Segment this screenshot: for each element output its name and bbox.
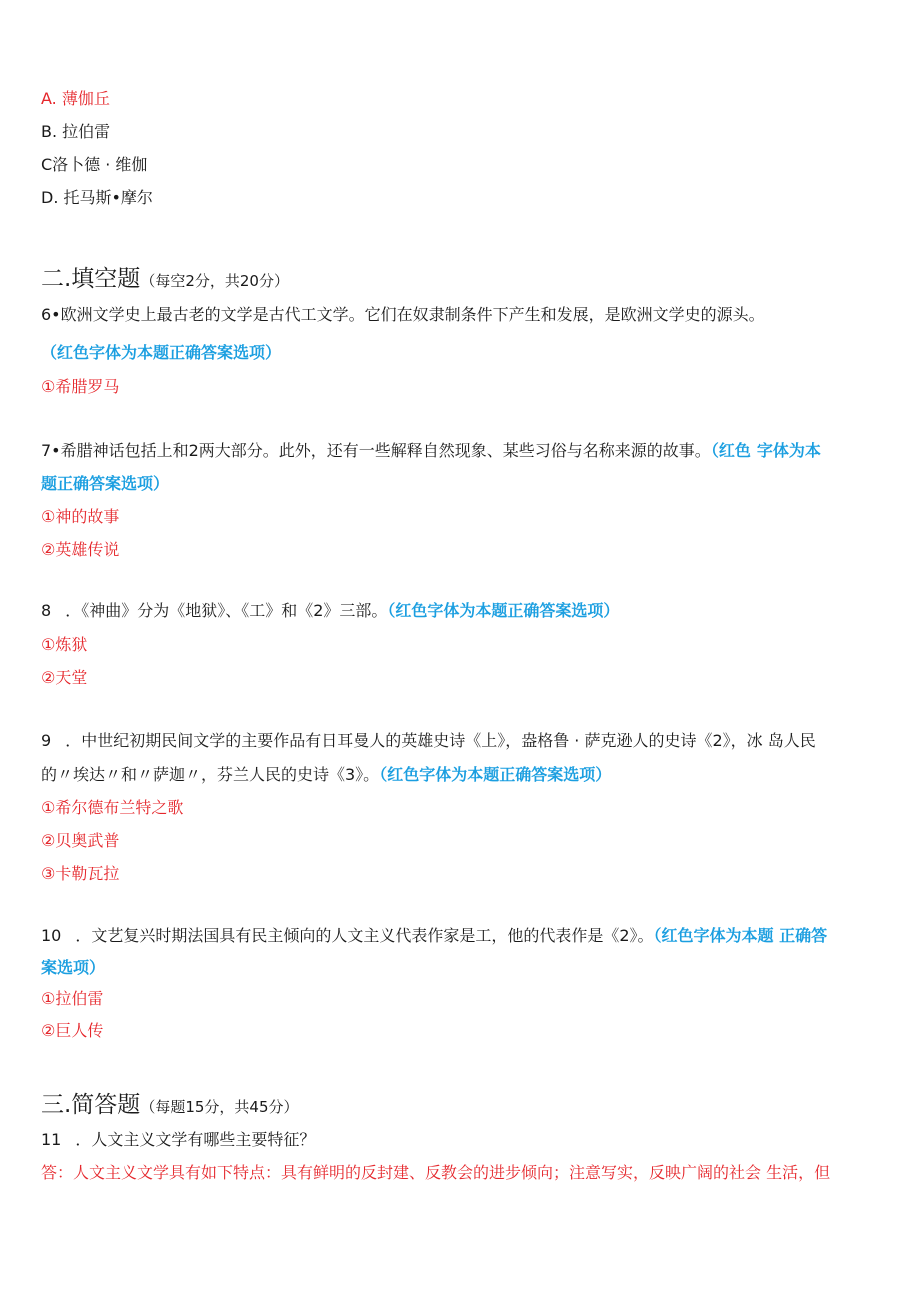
answer-item: ②巨人传: [41, 1021, 104, 1040]
answer-item: ③卡勒瓦拉: [41, 864, 120, 883]
answer-item: ②贝奥武普: [41, 831, 120, 850]
question-text: ．人文主义文学有哪些主要特征？: [75, 1130, 316, 1149]
question-text: 7•希腊神话包括上和2两大部分。此外，还有一些解释自然现象、某些习俗与名称来源的故事。: [41, 441, 711, 460]
answer-item: ①希尔德布兰特之歌: [41, 798, 184, 817]
question-8: [41, 600, 619, 622]
section-note: （每题15分，共45分）: [140, 1098, 299, 1116]
option-c: C洛卜德 · 维伽: [41, 155, 148, 174]
answer-hint: （红色字体为本题正确答案选项）: [379, 765, 612, 784]
question-text: ．文艺复兴时期法国具有民主倾向的人文主义代表作家是工，他的代表作是《2》。: [75, 926, 654, 945]
answer-item: ①神的故事: [41, 507, 120, 526]
question-text: ．《神曲》分为《地狱》、《工》和《2》三部。: [65, 601, 388, 620]
section-heading-fill-blank: [41, 264, 289, 296]
question-9-cont: [41, 764, 611, 786]
option-d: D. 托马斯•摩尔: [41, 188, 153, 207]
question-6: 6•欧洲文学史上最古老的文学是古代工文学。它们在奴隶制条件下产生和发展，是欧洲文学史的源头。: [41, 305, 765, 324]
option-b: B. 拉伯雷: [41, 122, 111, 141]
section-heading-short-answer: [41, 1090, 299, 1122]
answer-item: ①拉伯雷: [41, 989, 104, 1008]
question-11: [41, 1129, 315, 1151]
answer-hint: （红色字体为本题正确答案选项）: [387, 601, 620, 620]
question-number: 8: [41, 601, 52, 620]
answer-hint: 案选项）: [41, 958, 106, 977]
answer-text: 答：人文主义文学具有如下特点：具有鲜明的反封建、反教会的进步倾向；注意写实，反映广阔的社会 生活，但: [41, 1163, 831, 1182]
answer-item: ①希腊罗马: [41, 377, 120, 396]
question-7: [41, 440, 821, 462]
answer-hint: （红色: [710, 441, 751, 460]
answer-item: ①炼狱: [41, 635, 88, 654]
question-10: [41, 925, 827, 947]
section-note: （每空2分，共20分）: [140, 272, 289, 290]
answer-hint: （红色字体为本题正确答案选项）: [41, 343, 282, 362]
question-text: ．中世纪初期民间文学的主要作品有日耳曼人的英雄史诗《上》，盎格鲁 · 萨克逊人的史诗《2》，冰 岛人民: [65, 731, 816, 750]
option-a: A. 薄伽丘: [41, 89, 110, 108]
question-number: 9: [41, 731, 52, 750]
section-title: 三.简答题: [41, 1092, 141, 1118]
question-text: 的〃埃达〃和〃萨迦〃，芬兰人民的史诗《3》。: [41, 765, 380, 784]
section-title: 二.填空题: [41, 266, 141, 292]
question-number: 10: [41, 926, 62, 945]
answer-hint: 题正确答案选项）: [41, 474, 170, 493]
answer-item: ②英雄传说: [41, 540, 120, 559]
answer-hint: （红色字体为本题 正确答: [653, 926, 828, 945]
question-number: 11: [41, 1130, 62, 1149]
answer-hint: 字体为本: [756, 441, 821, 460]
question-9: [41, 730, 816, 752]
answer-item: ②天堂: [41, 668, 88, 687]
